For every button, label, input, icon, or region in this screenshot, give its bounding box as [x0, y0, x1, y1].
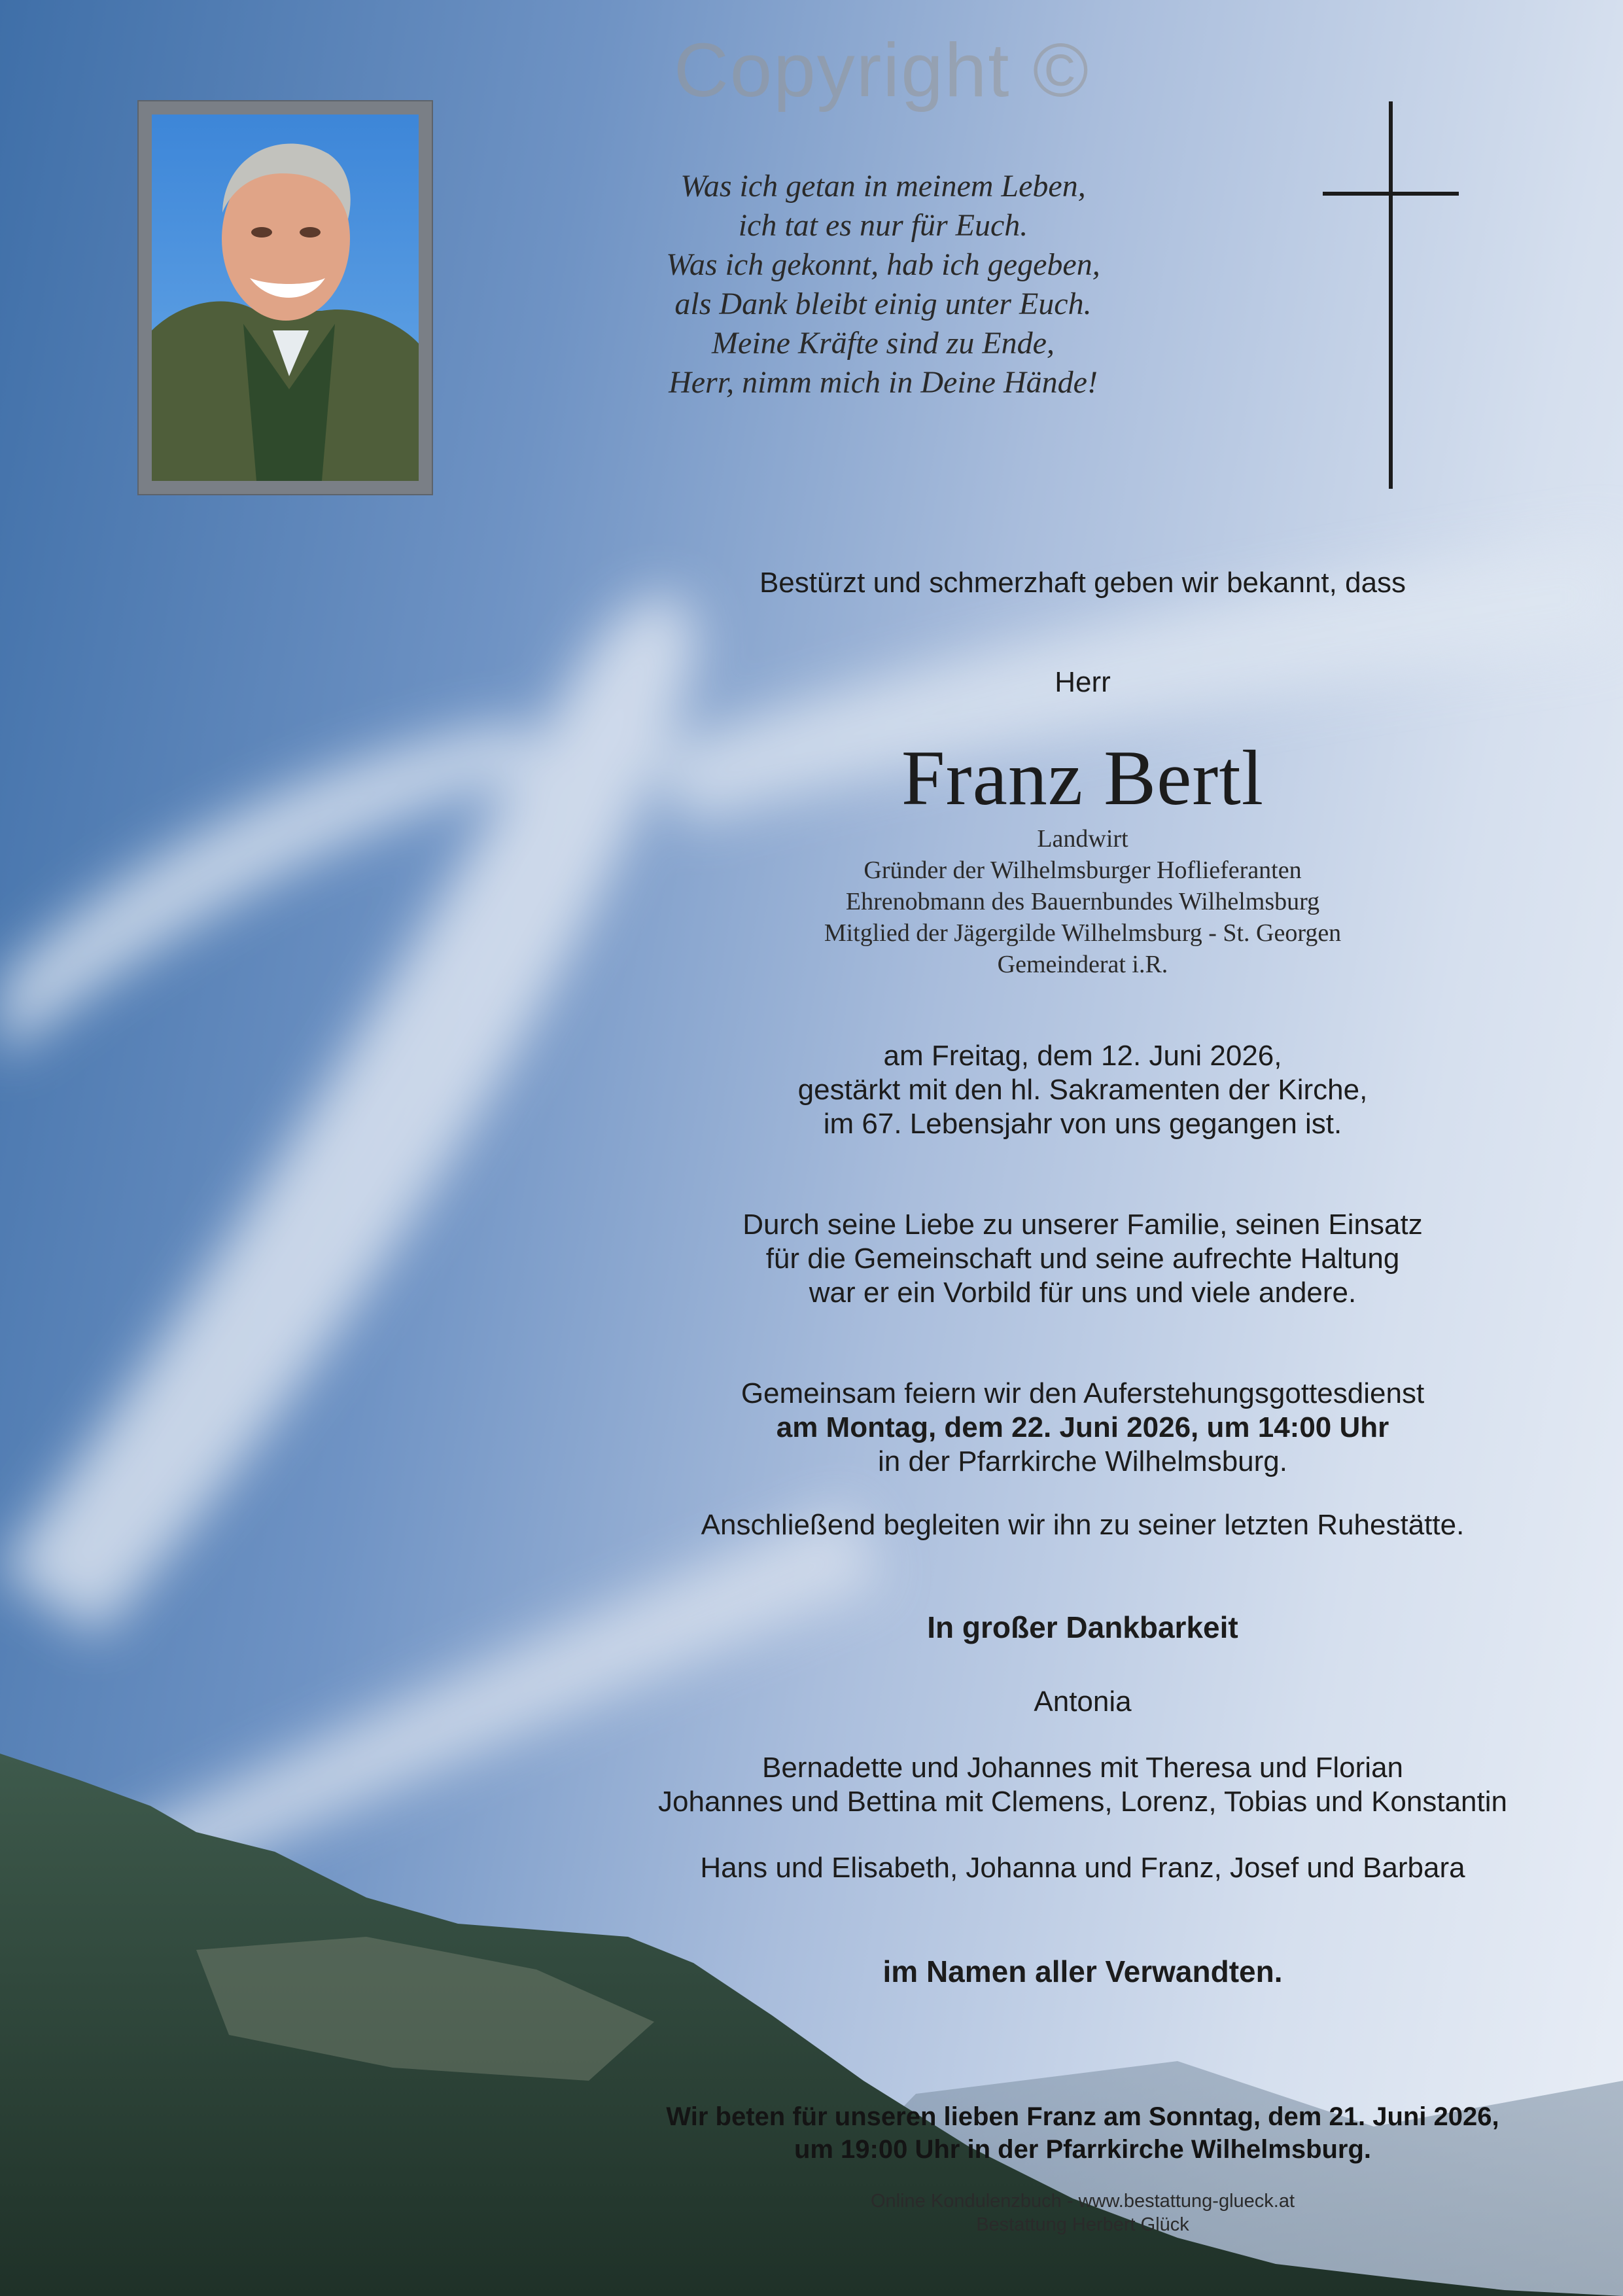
- role-item: Gemeinderat i.R.: [997, 951, 1168, 978]
- spouse-name: Antonia: [1034, 1686, 1132, 1718]
- honorific-title: Herr: [1055, 666, 1111, 698]
- copyright-watermark: Copyright ©: [674, 27, 1091, 113]
- poem-line: Meine Kräfte sind zu Ende,: [712, 326, 1055, 361]
- prayer-line: um 19:00 Uhr in der Pfarrkirche Wilhelmsburg.: [794, 2135, 1372, 2164]
- gratitude-heading: In großer Dankbarkeit: [927, 1610, 1238, 1644]
- role-item: Gründer der Wilhelmsburger Hoflieferanten: [864, 857, 1302, 884]
- death-line: gestärkt mit den hl. Sakramenten der Kirche,: [797, 1074, 1368, 1106]
- cross-icon: [1389, 101, 1393, 489]
- tribute-line: Durch seine Liebe zu unserer Familie, seinen Einsatz: [742, 1209, 1423, 1241]
- portrait-frame: [137, 100, 433, 495]
- footer: [654, 2189, 1511, 2236]
- service-location: in der Pfarrkirche Wilhelmsburg.: [878, 1445, 1287, 1477]
- role-item: Ehrenobmann des Bauernbundes Wilhelmsburg: [845, 888, 1320, 915]
- tribute-line: für die Gemeinschaft und seine aufrechte Haltung: [765, 1243, 1400, 1275]
- tribute-text: [654, 1208, 1511, 1310]
- prayer-notice: [589, 2100, 1577, 2166]
- memorial-poem: [589, 167, 1178, 402]
- children-line: Johannes und Bettina mit Clemens, Lorenz, Tobias und Konstantin: [658, 1786, 1507, 1818]
- death-line: im 67. Lebensjahr von uns gegangen ist.: [823, 1108, 1342, 1140]
- service-date: am Montag, dem 22. Juni 2026, um 14:00 Uhr: [776, 1411, 1389, 1443]
- relatives-closing: im Namen aller Verwandten.: [882, 1954, 1283, 1988]
- portrait-photo: [152, 115, 419, 481]
- cross-icon-bar: [1323, 192, 1459, 196]
- siblings-line: Hans und Elisabeth, Johanna und Franz, Josef und Barbara: [700, 1852, 1465, 1884]
- death-line: am Freitag, dem 12. Juni 2026,: [883, 1040, 1282, 1072]
- funeral-home-name: Bestattung Herbert Glück: [976, 2214, 1189, 2235]
- death-notice: [654, 1039, 1511, 1141]
- announcement-text: Bestürzt und schmerzhaft geben wir bekannt, dass: [759, 567, 1406, 599]
- funeral-service-info: [654, 1377, 1511, 1479]
- role-item: Landwirt: [1037, 825, 1128, 853]
- children-line: Bernadette und Johannes mit Theresa und Florian: [761, 1752, 1404, 1784]
- poem-line: ich tat es nur für Euch.: [738, 208, 1028, 243]
- poem-line: Was ich getan in meinem Leben,: [680, 169, 1086, 203]
- prayer-line: Wir beten für unseren lieben Franz am Sonntag, dem 21. Juni 2026,: [666, 2102, 1499, 2131]
- tribute-line: war er ein Vorbild für uns und viele andere.: [809, 1277, 1357, 1309]
- condolence-book-link[interactable]: Online Kondulenzbuch - www.bestattung-glueck.at: [870, 2191, 1295, 2212]
- service-line: Gemeinsam feiern wir den Auferstehungsgottesdienst: [741, 1377, 1425, 1409]
- burial-text: Anschließend begleiten wir ihn zu seiner letzten Ruhestätte.: [701, 1509, 1465, 1541]
- poem-line: Was ich gekonnt, hab ich gegeben,: [666, 247, 1100, 282]
- deceased-name: Franz Bertl: [901, 734, 1265, 821]
- children-list: [589, 1751, 1577, 1819]
- poem-line: Herr, nimm mich in Deine Hände!: [669, 365, 1098, 400]
- role-item: Mitglied der Jägergilde Wilhelmsburg - St. Georgen: [824, 919, 1342, 947]
- poem-line: als Dank bleibt einig unter Euch.: [674, 287, 1092, 321]
- roles-list: [654, 823, 1511, 980]
